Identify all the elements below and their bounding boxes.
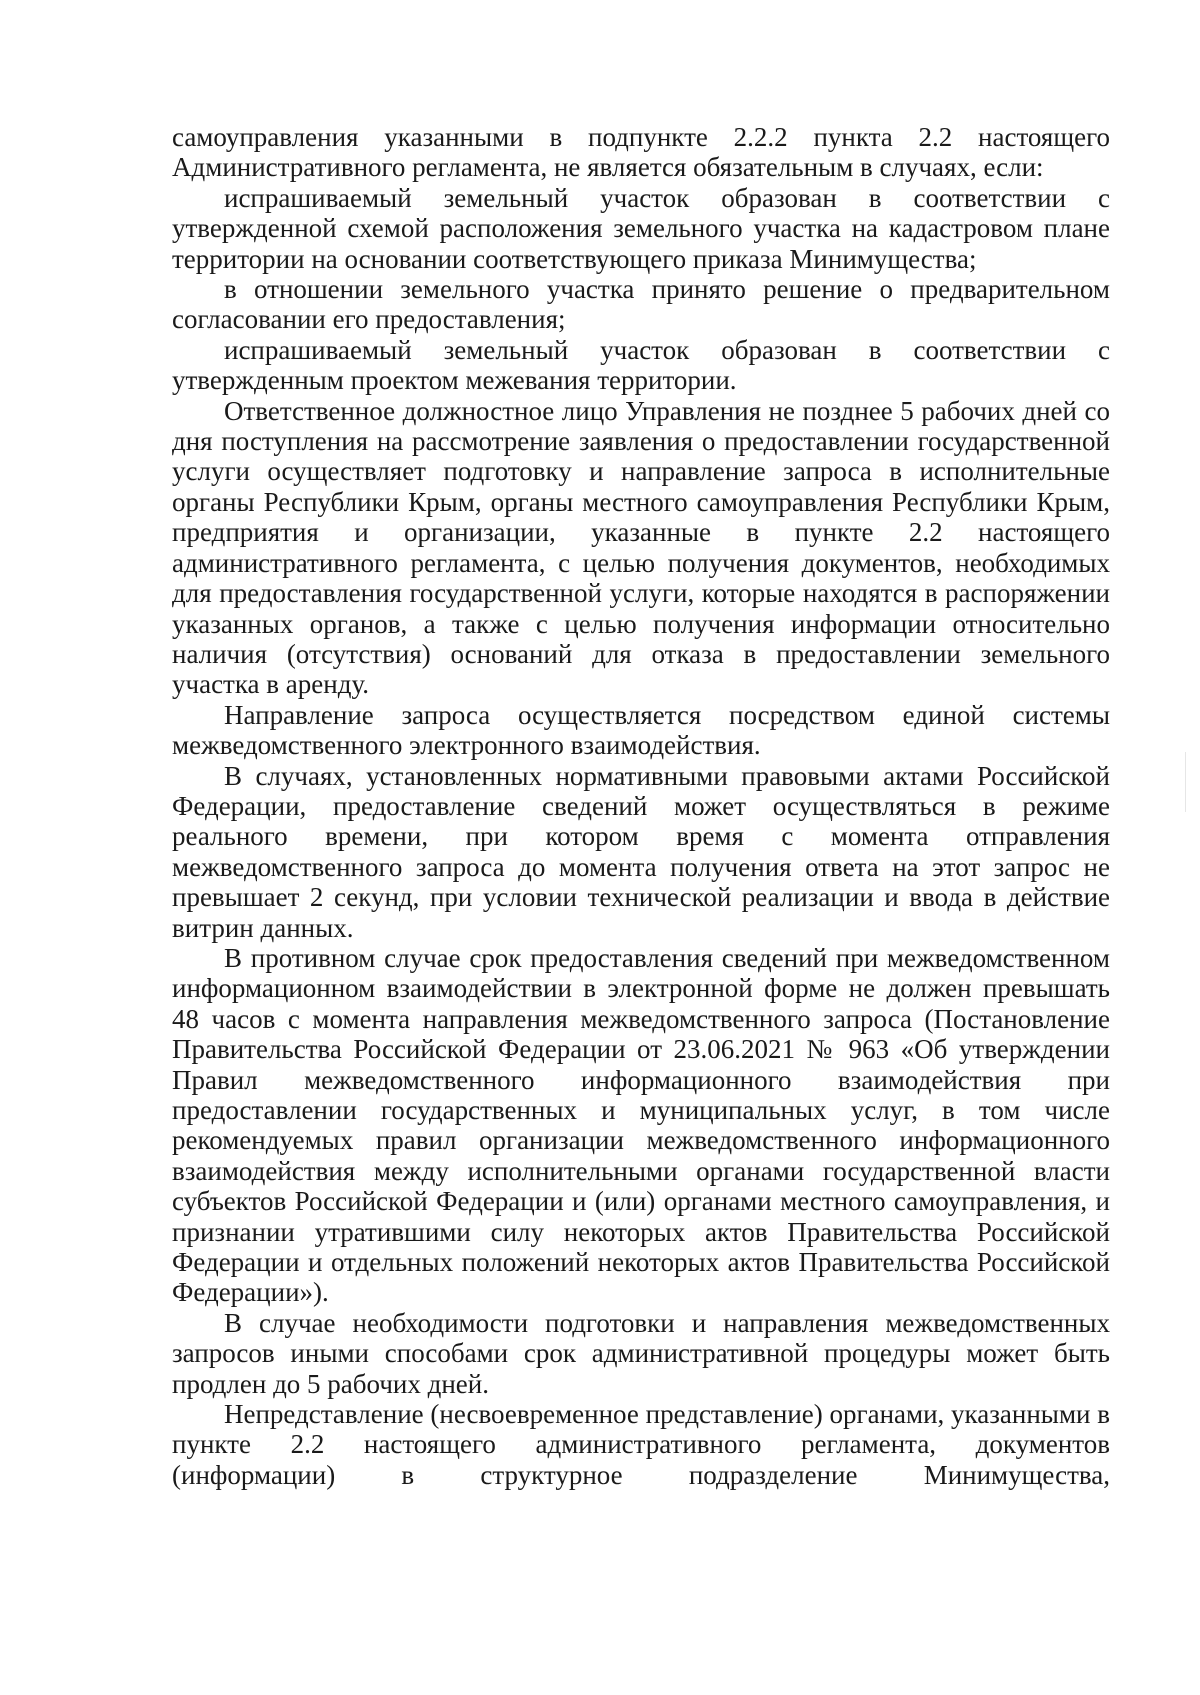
- paragraph-continuation: самоуправления указанными в подпункте 2.2.2 пункта 2.2 настоящего Административного регламента, не является обязательным в случаях, если:: [172, 122, 1110, 183]
- paragraph: испрашиваемый земельный участок образован в соответствии с утвержденной схемой расположения земельного участка на кадастровом плане территории на основании соответствующего приказа Минимущества;: [172, 182, 1110, 274]
- scan-artifact: [1185, 752, 1186, 812]
- paragraph: В случаях, установленных нормативными правовыми актами Российской Федерации, предоставление сведений может осуществляться в режиме реального времени, при котором время с момента отправления межведомственного запроса до момента получения ответа на этот запрос не превышает 2 секунд, при условии технической реализации и ввода в действие витрин данных.: [172, 760, 1110, 943]
- paragraph: В случае необходимости подготовки и направления межведомственных запросов иными способами срок административной процедуры может быть продлен до 5 рабочих дней.: [172, 1307, 1110, 1399]
- paragraph: Ответственное должностное лицо Управления не позднее 5 рабочих дней со дня поступления на рассмотрение заявления о предоставлении государственной услуги осуществляет подготовку и направление запроса в исполнительные органы Республики Крым, органы местного самоуправления Республики Крым, предприятия и организации, указанные в пункте 2.2 настоящего административного регламента, с целью получения документов, необходимых для предоставления государственной услуги, которые находятся в распоряжении указанных органов, а также с целью получения информации относительно наличия (отсутствия) оснований для отказа в предоставлении земельного участка в аренду.: [172, 395, 1110, 700]
- paragraph: испрашиваемый земельный участок образован в соответствии с утвержденным проектом межевания территории.: [172, 334, 1110, 396]
- paragraph: Направление запроса осуществляется посредством единой системы межведомственного электронного взаимодействия.: [172, 699, 1110, 761]
- document-body: [172, 122, 1110, 1490]
- paragraph: В противном случае срок предоставления сведений при межведомственном информационном взаимодействии в электронной форме не должен превышать 48 часов с момента направления межведомственного запроса (Постановление Правительства Российской Федерации от 23.06.2021 № 963 «Об утверждении Правил межведомственного информационного взаимодействия при предоставлении государственных и муниципальных услуг, в том числе рекомендуемых правил организации межведомственного информационного взаимодействия между исполнительными органами государственной власти субъектов Российской Федерации и (или) органами местного самоуправления, и признании утратившими силу некоторых актов Правительства Российской Федерации и отдельных положений некоторых актов Правительства Российской Федерации»).: [172, 942, 1110, 1308]
- paragraph-continues-next-page: Непредставление (несвоевременное представление) органами, указанными в пункте 2.2 настоящего административного регламента, документов (информации) в структурное подразделение Минимущества,: [172, 1399, 1110, 1490]
- paragraph: в отношении земельного участка принято решение о предварительном согласовании его предоставления;: [172, 274, 1110, 335]
